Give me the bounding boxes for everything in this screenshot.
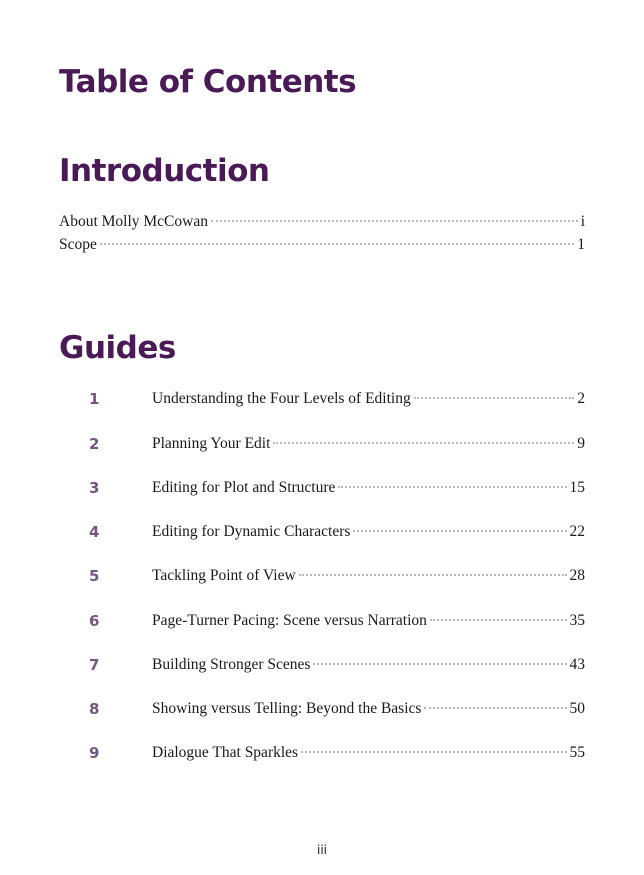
guide-page: 35 xyxy=(569,612,585,629)
guide-entry-text xyxy=(152,611,585,631)
leader-dots xyxy=(414,397,575,399)
guide-label: Tackling Point of View xyxy=(152,567,296,584)
guide-number: 9 xyxy=(89,744,100,762)
toc-title: Table of Contents xyxy=(59,64,357,100)
guide-number: 7 xyxy=(89,656,100,674)
guide-label: Showing versus Telling: Beyond the Basics xyxy=(152,700,422,717)
leader-dots xyxy=(313,663,566,665)
guide-entry-text xyxy=(152,566,585,586)
leader-dots xyxy=(353,530,566,532)
guide-label: Page-Turner Pacing: Scene versus Narration xyxy=(152,612,427,629)
guide-entry-text xyxy=(152,743,585,763)
leader-dots xyxy=(424,707,566,709)
guides-heading: Guides xyxy=(59,330,176,366)
guide-page: 9 xyxy=(577,435,585,452)
guide-page: 55 xyxy=(569,744,585,761)
footer-page-number: iii xyxy=(316,843,327,857)
introduction-heading: Introduction xyxy=(59,153,270,189)
guide-number: 8 xyxy=(89,700,100,718)
leader-dots xyxy=(338,486,566,488)
guide-page: 50 xyxy=(569,700,585,717)
leader-dots xyxy=(211,220,578,222)
leader-dots xyxy=(100,243,574,245)
guide-entry-6[interactable] xyxy=(59,611,585,635)
guide-entry-text xyxy=(152,522,585,542)
guide-entry-7[interactable] xyxy=(59,655,585,679)
guide-entry-text xyxy=(152,655,585,675)
guide-label: Editing for Dynamic Characters xyxy=(152,523,351,540)
guide-number: 5 xyxy=(89,567,100,585)
guide-entry-text xyxy=(152,478,585,498)
guide-number: 4 xyxy=(89,523,100,541)
guide-entry-text xyxy=(152,389,585,409)
guide-entry-text xyxy=(152,699,585,719)
toc-entry-label: About Molly McCowan xyxy=(59,213,208,230)
leader-dots xyxy=(299,574,567,576)
guide-label: Understanding the Four Levels of Editing xyxy=(152,390,411,407)
guide-entry-9[interactable] xyxy=(59,743,585,767)
guide-entry-5[interactable] xyxy=(59,566,585,590)
leader-dots xyxy=(301,751,566,753)
leader-dots xyxy=(273,442,574,444)
toc-entry-scope[interactable] xyxy=(59,235,585,255)
guide-page: 43 xyxy=(569,656,585,673)
guide-label: Dialogue That Sparkles xyxy=(152,744,299,761)
guide-page: 15 xyxy=(569,479,585,496)
guide-entry-4[interactable] xyxy=(59,522,585,546)
guide-entry-3[interactable] xyxy=(59,478,585,502)
guide-number: 2 xyxy=(89,435,100,453)
guide-entry-1[interactable] xyxy=(59,389,585,413)
toc-entry-page: 1 xyxy=(577,236,585,253)
guide-entry-text xyxy=(152,434,585,454)
guide-label: Editing for Plot and Structure xyxy=(152,479,336,496)
guide-label: Building Stronger Scenes xyxy=(152,656,311,673)
guide-number: 6 xyxy=(89,612,100,630)
guide-page: 28 xyxy=(569,567,585,584)
leader-dots xyxy=(430,619,567,621)
guide-label: Planning Your Edit xyxy=(152,435,271,452)
guide-number: 3 xyxy=(89,479,100,497)
guide-entry-2[interactable] xyxy=(59,434,585,458)
guide-page: 2 xyxy=(577,390,585,407)
toc-entry-page: i xyxy=(580,213,585,230)
guide-entry-8[interactable] xyxy=(59,699,585,723)
guide-number: 1 xyxy=(89,390,100,408)
toc-entry-label: Scope xyxy=(59,236,97,253)
toc-entry-about-molly-mccowan[interactable] xyxy=(59,212,585,232)
guide-page: 22 xyxy=(569,523,585,540)
